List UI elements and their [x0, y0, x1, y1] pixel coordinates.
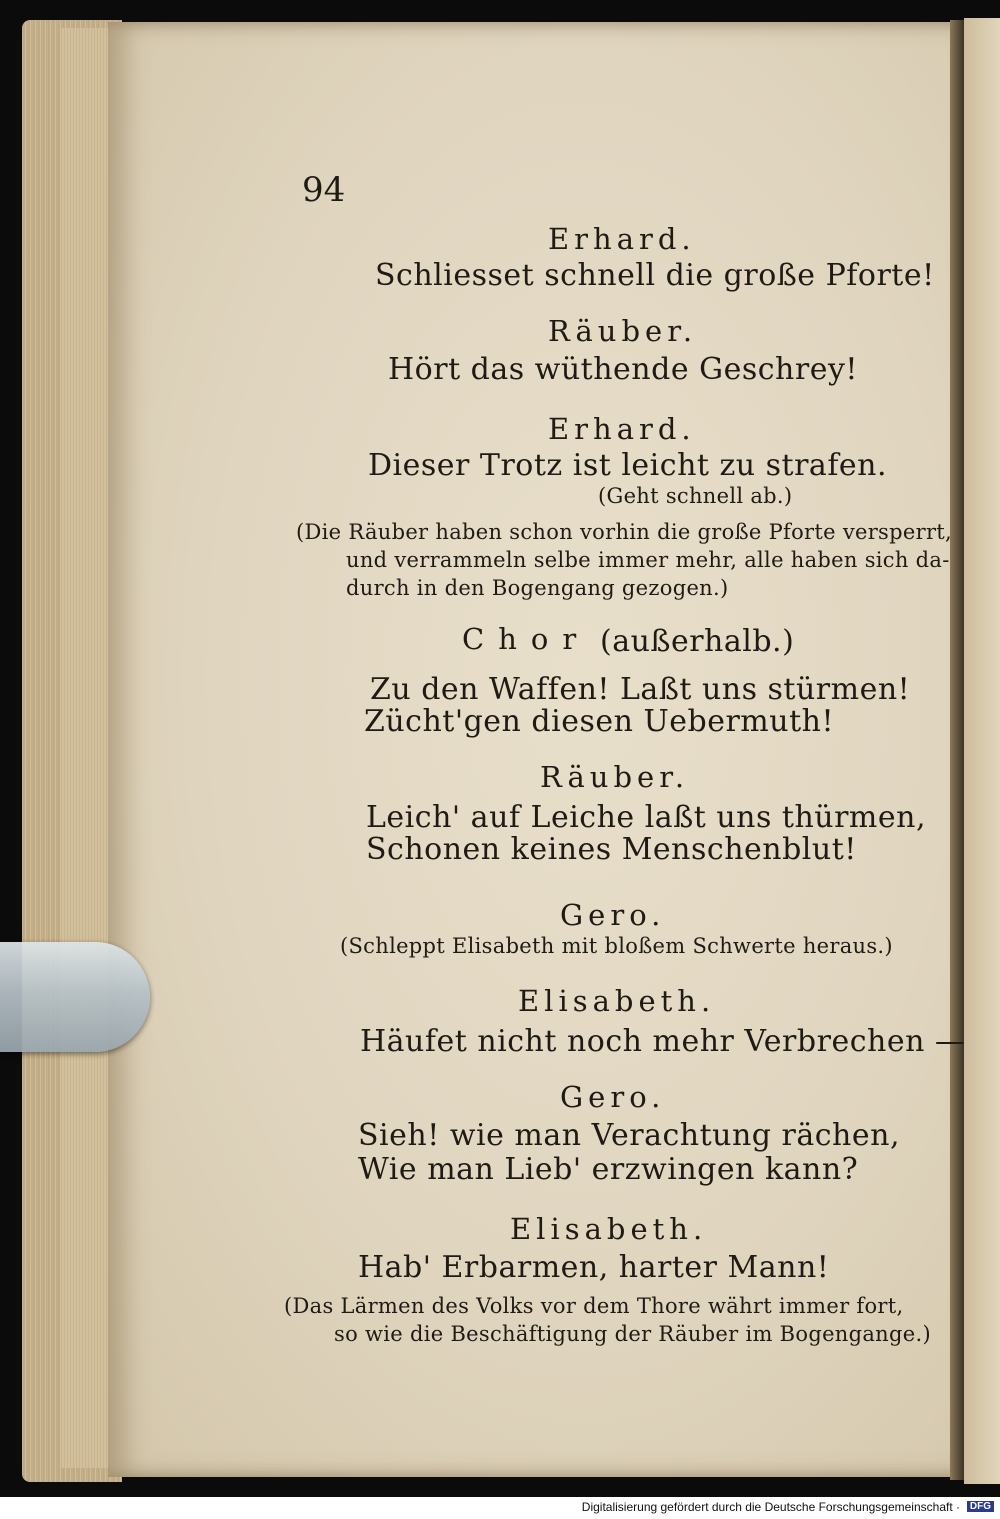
verse-line: Schonen keines Menschenblut!: [366, 832, 857, 867]
footer-credit: Digitalisierung gefördert durch die Deutsche Forschungsgemeinschaft ·: [581, 1500, 960, 1514]
book-gutter: [950, 20, 964, 1480]
speaker-erhard: Erhard.: [548, 412, 696, 446]
stage-direction: und verrammeln selbe immer mehr, alle haben sich da-: [346, 548, 950, 572]
verse-line: Dieser Trotz ist leicht zu strafen.: [368, 448, 888, 483]
stage-direction: (Geht schnell ab.): [598, 484, 793, 508]
stage-direction: (Schleppt Elisabeth mit bloßem Schwerte heraus.): [340, 934, 893, 958]
speaker-erhard: Erhard.: [548, 222, 696, 256]
verse-line: Wie man Lieb' erzwingen kann?: [358, 1152, 859, 1187]
speaker-elisabeth: Elisabeth.: [510, 1212, 708, 1246]
stage-direction: so wie die Beschäftigung der Räuber im Bogengange.): [334, 1322, 931, 1346]
speaker-elisabeth: Elisabeth.: [518, 984, 716, 1018]
finger-tab: [0, 942, 150, 1052]
speaker-gero: Gero.: [560, 1080, 666, 1114]
verse-line: Häufet nicht noch mehr Verbrechen —: [360, 1024, 966, 1059]
footer-bar: [0, 1497, 1000, 1519]
stage-direction: (Das Lärmen des Volks vor dem Thore währt immer fort,: [284, 1294, 904, 1318]
stage-direction: durch in den Bogengang gezogen.): [346, 576, 729, 600]
speaker-raeuber: Räuber.: [540, 760, 690, 794]
speaker-chor: Chor: [462, 622, 591, 656]
speaker-gero: Gero.: [560, 898, 666, 932]
dfg-logo: DFG: [967, 1501, 994, 1512]
verse-line: Hört das wüthende Geschrey!: [388, 352, 858, 387]
verse-line: Sieh! wie man Verachtung rächen,: [358, 1118, 900, 1153]
page-number: 94: [302, 170, 346, 210]
verse-line: Zu den Waffen! Laßt uns stürmen!: [370, 672, 911, 707]
verse-line: Hab' Erbarmen, harter Mann!: [358, 1250, 830, 1285]
speaker-raeuber: Räuber.: [548, 314, 698, 348]
speaker-note: (außerhalb.): [600, 624, 795, 659]
stage-direction: (Die Räuber haben schon vorhin die große Pforte versperrt,: [296, 520, 952, 544]
facing-page-edge: [964, 18, 1000, 1484]
verse-line: Leich' auf Leiche laßt uns thürmen,: [366, 800, 926, 835]
verse-line: Schliesset schnell die große Pforte!: [375, 258, 935, 293]
verse-line: Zücht'gen diesen Uebermuth!: [364, 704, 835, 739]
